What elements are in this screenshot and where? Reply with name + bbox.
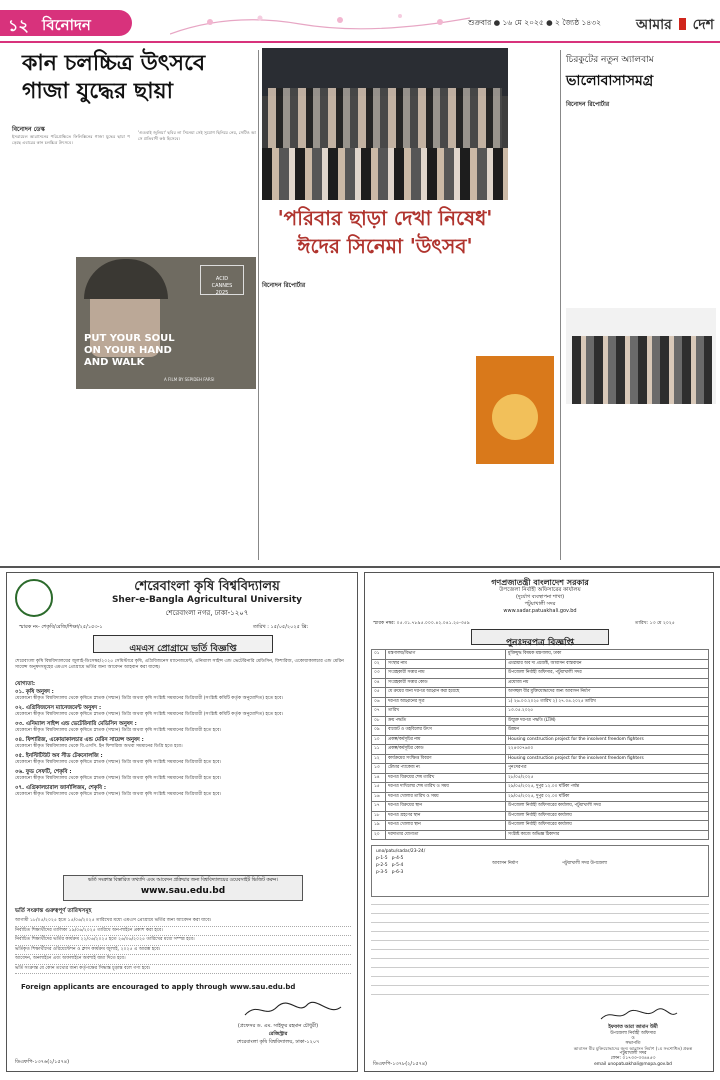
gov-sub-office: (দুর্যোগ ব্যবস্থাপনা শাখা) [515, 594, 565, 600]
sau-faculty-title: ০১. কৃষি অনুষদ : [15, 689, 54, 695]
paper-logo-amar: আমার [636, 17, 672, 33]
gov-table-row [372, 821, 709, 831]
gov-row-number: ০২ [372, 659, 386, 669]
gov-signer-block [553, 1025, 713, 1067]
gov-title [471, 629, 609, 648]
gov-row-number: ০১ [372, 650, 386, 660]
gov-row-number: ১৮ [372, 811, 386, 821]
cannes-body-col2 [138, 130, 256, 250]
sau-signature-icon [243, 999, 343, 1021]
photo-people-row2 [262, 148, 508, 200]
gov-row-value: উন্নয়ন [506, 726, 709, 736]
sau-schedule-item: নির্বাচিত শিক্ষার্থীদের তালিকা ১৯/০৬/২০২৫ তারিখে অন-লাইনে প্রকাশ করা হবে। [15, 927, 351, 937]
gov-row-label: সংস্থার নাম [386, 659, 506, 669]
gov-republic: গণপ্রজাতন্ত্রী বাংলাদেশ সরকার [491, 578, 589, 587]
gov-row-label: দরপত্র আহ্বানের সূত্র [386, 697, 506, 707]
gov-package-desc: আবাসন নির্মাণ [492, 861, 518, 866]
chirkut-kicker: চিরকুটের নতুন অ্যালবাম [566, 55, 654, 65]
cannes-body-col2b [76, 394, 256, 558]
gov-row-label: ক্রয় পদ্ধতি [386, 716, 506, 726]
gov-phone: ফোন: ০১৭৩৩-৩৩৪৪৫৩ [610, 1056, 656, 1062]
gov-row-value: উপজেলা নির্বাহী অফিসারের কার্যালয় [506, 821, 709, 831]
gov-row-number: ১৯ [372, 821, 386, 831]
gov-row-label: দরপত্র দাখিলের শেষ তারিখ ও সময় [386, 783, 506, 793]
column-divider-left [258, 50, 259, 560]
sau-faculty-item [15, 689, 351, 702]
gov-table-row [372, 773, 709, 783]
sau-admission-ad [6, 572, 358, 1072]
cannes-headline-line2: গাজা যুদ্ধের ছায়া [22, 79, 173, 104]
sau-faculty-item [15, 705, 351, 718]
issue-date: শুক্রবার ● ১৬ মে ২০২৫ ● ২ জ্যৈষ্ঠ ১৪৩২ [468, 18, 601, 27]
gov-web[interactable]: www.sadar.patuakhali.gov.bd [503, 608, 577, 614]
eid-body-col3 [396, 356, 472, 466]
gov-row-number: ০৭ [372, 707, 386, 717]
sau-faculty-title: ০৫. ইনস্টিটিউট অব সীড টেকনোলজি : [15, 753, 103, 759]
sau-memo-date: তারিখ : ১৫/০৫/২০২৫ খ্রি: [253, 624, 309, 630]
signature-icon [243, 999, 343, 1021]
column-divider-right [560, 50, 561, 560]
sau-footer-id: ডিএফপি-১৩৭৬(২/১৫৭৪) [15, 1059, 70, 1065]
chirkut-body-top [566, 114, 716, 324]
gov-row-label: দরপত্র বিক্রয়ের স্থান [386, 802, 506, 812]
gov-table-row [372, 792, 709, 802]
gov-table-row [372, 697, 709, 707]
sau-signer-2: রেজিস্ট্রার [268, 1031, 288, 1037]
sau-faculty-list [15, 689, 351, 801]
gov-row-number: ০৬ [372, 697, 386, 707]
section-name: বিনোদন [42, 16, 91, 34]
gov-row-value: উপজেলা নির্বাহী অফিসারের কার্যালয়, পটুয়াখালী সদর [506, 802, 709, 812]
signature-icon [599, 1007, 679, 1023]
sau-faculty-item [15, 785, 351, 798]
gov-office: উপজেলা নির্বাহী অফিসারের কার্যালয় [499, 587, 581, 593]
gov-row-label: দরদাতার যোগ্যতা [386, 830, 506, 840]
sau-name-en: Sher-e-Bangla Agricultural University [111, 595, 303, 605]
gov-row-value: ১) ২৬.০৩.২০২৫ তারিখ ২) ২৭.০৪.২০২৫ তারিখ [506, 697, 709, 707]
chirkut-byline: বিনোদন রিপোর্টার [566, 101, 610, 108]
eid-byline: বিনোদন রিপোর্টার [262, 282, 306, 289]
sau-yogyota: যোগ্যতা: [15, 681, 36, 687]
gov-memo: স্মারক নম্বর: ০৫.৩১.৭৮৯৫.০০০.৪২.০৪১.২৫-৩৫৯ [373, 621, 470, 626]
gov-row-number: ১৪ [372, 773, 386, 783]
gov-table-row [372, 830, 709, 840]
gov-row-value: পুনঃদরপত্র [506, 764, 709, 774]
cannes-article [12, 50, 256, 562]
sau-faculty-text: যেকোনো স্বীকৃত বিশ্ববিদ্যালয় থেকে কৃষিতে স্নাতক (সম্মান) ডিগ্রি অথবা কৃষি সংশ্লিষ্ট সমমানের ডিগ্রিধারী হতে হবে। [15, 776, 222, 781]
gov-row-label: কার্যক্রমের সংক্ষিপ্ত বিবরণ [386, 754, 506, 764]
sau-faculty-item [15, 753, 351, 766]
gov-row-number: ০৮ [372, 716, 386, 726]
gov-row-value: প্রযোজ্য নয় [506, 678, 709, 688]
gov-row-number: ০৯ [372, 726, 386, 736]
gov-signer-3: ও [631, 1035, 635, 1041]
cannes-body-col1b [12, 346, 72, 556]
sau-faculty-title: ০৩. এনিম্যাল সাইন্স এন্ড ভেটেরিনারি মেডিসিন অনুষদ : [15, 721, 137, 727]
gov-row-value: উন্মুক্ত দরপত্র পদ্ধতি (LTM) [506, 716, 709, 726]
masthead-rule [0, 41, 720, 43]
gov-row-number: ০৩ [372, 669, 386, 679]
gov-tender-table [371, 649, 709, 840]
gov-signer-2: উপজেলা নির্বাহী অফিসার [610, 1030, 656, 1036]
gov-signer-6: পটুয়াখালী সদর [619, 1051, 647, 1057]
gov-tender-table-grid [371, 649, 709, 840]
chirkut-article [566, 52, 716, 560]
sau-website-note-box [63, 875, 303, 901]
eid-headline-line1: 'পরিবার ছাড়া দেখা নিষেধ' [277, 206, 493, 230]
gov-row-label: দরপত্র খোলার স্থান [386, 821, 506, 831]
sau-schedule-item: ভর্তি সংক্রান্ত যে কোন তথ্যের জন্য কর্তৃপক্ষের সিদ্ধান্ত চূড়ান্ত বলে গণ্য হবে। [15, 965, 351, 975]
masthead-ornament [170, 8, 470, 36]
sau-faculty-text: যেকোনো স্বীকৃত বিশ্ববিদ্যালয় থেকে কৃষিতে স্নাতক (সম্মান) ডিগ্রি অথবা কৃষি সংশ্লিষ্ট সমমানের ডিগ্রিধারী (সংশ্লিষ্ট কমিটি কর্তৃক অনুমোদিত) হতে হবে। [15, 696, 284, 701]
sau-faculty-item [15, 769, 351, 782]
gov-memo-date: তারিখ: ১৩ মে ২০২৫ [635, 621, 675, 626]
gov-footer-id: ডিএফপি-১৩৭৮(২/১৫৭৪) [373, 1061, 428, 1067]
gov-row-label: দরপত্র গ্রহণের স্থান [386, 811, 506, 821]
sau-schedule-list [15, 917, 351, 974]
gov-row-label: যে ক্রয়ের জন্য দরপত্র আহ্বান করা হয়েছে [386, 688, 506, 698]
gov-row-value: উপজেলা নির্বাহী অফিসারের কার্যালয় [506, 811, 709, 821]
poster-title: PUT YOUR SOUL ON YOUR HAND AND WALK [84, 333, 175, 368]
gov-title-text: পুনঃদরপত্র বিজ্ঞপ্তি [506, 638, 574, 648]
gov-package-table [371, 845, 709, 897]
gov-row-number: ১৩ [372, 764, 386, 774]
gov-conditions [371, 903, 709, 1003]
sau-faculty-title: ০৭. এগ্রিকালচারাল জার্নালিজম, শেকৃবি : [15, 785, 107, 791]
sau-faculty-title: ০৪. ফিশারিজ, একোয়াকালচার এন্ড মেরিন সায়েন্স অনুষদ : [15, 737, 144, 743]
sau-title [93, 635, 273, 653]
gov-row-value: উপজেলা নির্বাহী অফিসার, পটুয়াখালী সদর [506, 669, 709, 679]
gov-row-number: ১৬ [372, 792, 386, 802]
gov-row-label: বাজেট ও তহবিলের উৎস [386, 726, 506, 736]
gov-row-number: ১৭ [372, 802, 386, 812]
gov-row-number: ০৫ [372, 688, 386, 698]
sau-faculty-text: যেকোনো স্বীকৃত বিশ্ববিদ্যালয় থেকে বি.এসসি. ইন ফিশারিজ অথবা সমমানের ডিগ্রি হতে হবে। [15, 744, 183, 749]
page-number: ১২ [8, 16, 29, 35]
gov-row-value: এমপ্লয়ার অব দ্য প্রজেক্ট, আবাসন বাস্তবায়ন [506, 659, 709, 669]
gov-row-number: ১০ [372, 735, 386, 745]
sau-address: শেরেবাংলা নগর, ঢাকা-১২০৭ [165, 609, 249, 617]
gov-email[interactable]: email unopatuakhali@mopa.gov.bd [594, 1061, 672, 1067]
group-photo-image [262, 48, 508, 200]
gov-package-loc: পটুয়াখালী সদর উপজেলা [562, 861, 607, 866]
eid-headline [262, 204, 508, 268]
gov-table-row [372, 802, 709, 812]
sau-name-bn: শেরেবাংলা কৃষি বিশ্ববিদ্যালয় [134, 579, 280, 594]
gov-row-number: ২০ [372, 830, 386, 840]
poster-badge [200, 265, 244, 295]
gov-row-value: ২৯/০৫/২০২৫, দুপুর ১২.০০ ঘটিকা পর্যন্ত [506, 783, 709, 793]
chirkut-band-photo [566, 308, 716, 404]
gov-row-value: অসচ্ছল বীর মুক্তিযোদ্ধাদের জন্য আবাসন নির্মাণ [506, 688, 709, 698]
top-bottom-divider [0, 566, 720, 568]
gov-table-row [372, 707, 709, 717]
gov-row-value: ২৯/০৫/২০২৫, দুপুর ০২.০০ ঘটিকা [506, 792, 709, 802]
gov-signer-4: সভাপতি [625, 1041, 641, 1046]
sau-intro: শেরেবাংলা কৃষি বিশ্ববিদ্যালয়ের জুলাই-ডিসেম্বর/২০২৫ সেমিস্টারে কৃষি, এগ্রিবিজনেস ম্যানেজমেন্ট, এনিম্যাল সাইন্স এন্ড ভেটেরিনারি মেডিসিন, ফিশারিজ, একোয়াকালচার এন্ড মেরিন সায়েন্স অনুষদসমূহের এমএস প্রোগ্রামে ভর্তির জন্য আবেদন আহবান করা যাচ্ছে। [15, 659, 344, 670]
sau-faculty-title: ০২. এগ্রিবিজনেস ম্যানেজমেন্ট অনুষদ : [15, 705, 102, 711]
eid-poster-image [476, 356, 554, 464]
gov-row-label: দরপত্র বিক্রয়ের শেষ তারিখ [386, 773, 506, 783]
gov-row-number: ১২ [372, 754, 386, 764]
gov-row-number: ১১ [372, 745, 386, 755]
gov-table-row [372, 678, 709, 688]
gov-table-row [372, 650, 709, 660]
paper-logo [636, 13, 714, 33]
sau-faculty-text: যেকোনো স্বীকৃত বিশ্ববিদ্যালয় থেকে কৃষিতে স্নাতক (সম্মান) ডিগ্রি অথবা কৃষি সংশ্লিষ্ট সমমানের ডিগ্রিধারী হতে হবে। [15, 760, 222, 765]
gov-table-row [372, 754, 709, 764]
gov-row-value: মুক্তিযুদ্ধ বিষয়ক মন্ত্রণালয়, ঢাকা [506, 650, 709, 660]
gov-table-row [372, 726, 709, 736]
sau-faculty-item [15, 737, 351, 750]
sau-schedule-item: আবেদন, অনলাইনে এবং অফলাইনে অবশ্যই জমা দিতে হবে। [15, 955, 351, 965]
chirkut-headline: ভালোবাসাসমগ্র [566, 73, 654, 89]
gov-row-label: সংগ্রহকারী সত্তার নাম [386, 669, 506, 679]
sau-schedule-title: ভর্তি সংক্রান্ত গুরুত্বপূর্ণ তারিখসমূহ [15, 908, 92, 914]
cannes-lead-right: 'গুডবাই জুলিয়া' ছবির লা সিনেমা সেই সুযোগ ছিনিয়ে নেয়, সেটিও আসে প্রতিবাদী কণ্ঠ হিসেবে। [138, 130, 256, 141]
gov-row-label: সংগ্রহকারী সত্তার কোড [386, 678, 506, 688]
gov-row-value: ২২৪৩০৭৬০০ [506, 745, 709, 755]
sau-schedule-item: আগামী ১৮/০৫/২০২৫ হতে ১৫/০৬/২০২৫ তারিখের মধ্যে এমএস প্রোগ্রামে ভর্তির জন্য আবেদন করা যাবে। [15, 917, 351, 927]
gov-row-number: ১৫ [372, 783, 386, 793]
gov-table-row [372, 659, 709, 669]
page-section-badge [0, 10, 132, 36]
paper-logo-desh: দেশ [692, 17, 714, 33]
sau-logo [15, 579, 53, 617]
gov-signer-5: আবাসন বীর মুক্তিযোদ্ধাদের জন্য আবাসন নির্মাণ (১ম সংশোধিত) প্রকল্প [573, 1046, 693, 1052]
sau-faculty-text: যেকোনো স্বীকৃত বিশ্ববিদ্যালয় থেকে কৃষিতে স্নাতক (সম্মান) ডিগ্রি অথবা কৃষি সংশ্লিষ্ট সমমানের ডিগ্রিধারী (সংশ্লিষ্ট কমিটি কর্তৃক অনুমোদিত) হতে হবে। [15, 712, 284, 717]
eid-body-col1 [262, 290, 392, 560]
gov-district: পটুয়াখালী সদর [524, 601, 556, 607]
gov-table-row [372, 811, 709, 821]
gov-packages: uno/patu/sadar/23-24/ p-1-5 p-4-5 p-2-5 p-5-4 p-3-5 p-6-3 [376, 849, 426, 875]
gov-tender-ad [364, 572, 714, 1072]
eid-poster-figure [492, 394, 538, 440]
gov-table-row [372, 783, 709, 793]
sau-foreign-note: Foreign applicants are encouraged to apply through www.sau.edu.bd [21, 983, 296, 991]
gov-signer-1: ইফফাত আরা জামান উর্মী [608, 1025, 658, 1030]
poster-scarf [84, 259, 168, 299]
gov-row-label: টেন্ডার প্যাকেজ নং [386, 764, 506, 774]
poster-credit: A FILM BY SEPIDEH FARSI [164, 377, 215, 382]
gov-signature-icon [599, 1007, 679, 1023]
gov-row-label: মন্ত্রণালয়/বিভাগ [386, 650, 506, 660]
sau-schedule-item: নির্বাচিত শিক্ষার্থীদের ভর্তির কার্যক্রম ২২/০৬/২০২৫ হতে ২৬/০৬/২০২৫ তারিখের মধ্যে সম্পন্ন হবে। [15, 936, 351, 946]
gov-row-label: দরপত্র খোলার তারিখ ও সময় [386, 792, 506, 802]
cannes-headline-line1: কান চলচ্চিত্র উৎসবে [22, 51, 206, 76]
gov-table-row [372, 764, 709, 774]
sau-signer-3: শেরেবাংলা কৃষি বিশ্ববিদ্যালয়, ঢাকা-১২০৭ [236, 1039, 320, 1045]
band-photo-people [572, 336, 712, 404]
gov-table-row [372, 745, 709, 755]
gov-row-label: প্রকল্প/কর্মসূচির নাম [386, 735, 506, 745]
chirkut-body-bottom [566, 410, 716, 558]
sau-faculty-title: ০৬. ফুড সেফটি, শেকৃবি : [15, 769, 72, 775]
sau-faculty-text: যেকোনো স্বীকৃত বিশ্ববিদ্যালয় থেকে কৃষিতে স্নাতক (সম্মান) ডিগ্রি অথবা কৃষি সংশ্লিষ্ট সমমানের ডিগ্রিধারী হতে হবে। [15, 792, 222, 797]
eid-body-col2 [396, 290, 556, 350]
gov-row-label: প্রকল্প/কর্মসূচির কোড [386, 745, 506, 755]
ornament-flowers-icon [170, 8, 470, 36]
poster-badge-text: ACID CANNES 2025 [211, 276, 233, 296]
gov-table-row [372, 688, 709, 698]
sau-schedule-item: ভর্তিকৃত শিক্ষার্থীদের ওরিয়েন্টেশন ও ক্লাস কার্যক্রম জুলাই, ২০২৫ এ আরম্ভ হবে। [15, 946, 351, 956]
gov-row-number: ০৪ [372, 678, 386, 688]
sau-faculty-text: যেকোনো স্বীকৃত বিশ্ববিদ্যালয় থেকে কৃষিতে স্নাতক (সম্মান) ডিগ্রি অথবা কৃষি সংশ্লিষ্ট সমমানের ডিগ্রিধারী হতে হবে। [15, 728, 222, 733]
film-poster-image [76, 257, 256, 389]
gov-row-value: ১৩.০৫.২০২৫ [506, 707, 709, 717]
gov-row-value: ২৮/০৫/২০২৫ [506, 773, 709, 783]
sau-website-note: ভর্তি সংক্রান্ত বিস্তারিত তথ্যাদি এবং আবেদন প্রক্রিয়ার জন্য বিশ্ববিদ্যালয়ের ওয়েবসাইট ভিজিট করুন। [87, 878, 278, 883]
gov-table-row [372, 669, 709, 679]
sau-signer-1: (প্রফেসর ড. এম. সাইফুর রহমান চৌধুরী) [237, 1023, 319, 1029]
masthead [0, 0, 720, 44]
sau-memo: স্মারক নং- শেকৃবি/রেজি/শিক্ষা/২৫/১৫৩-১ [19, 624, 103, 630]
sau-faculty-item [15, 721, 351, 734]
photo-people-row1 [268, 88, 502, 148]
cannes-byline: বিনোদন ডেস্ক [12, 126, 45, 133]
paper-logo-mark [679, 18, 686, 30]
eid-headline-line2: ঈদের সিনেমা 'উৎসব' [297, 234, 473, 258]
cannes-lead-left: ইসরায়েল আগ্রাসনের পরিপ্রেক্ষিতে ফিলিস্তিনের গাজা যুদ্ধের ছায়া পড়েছে এবারের কান চলচ্চিত্র উৎসবে। [12, 134, 130, 145]
cannes-headline [22, 50, 256, 106]
gov-table-row [372, 735, 709, 745]
sau-title-text: এমএস প্রোগ্রামে ভর্তি বিজ্ঞপ্তি [129, 644, 237, 654]
gov-row-value: সংশ্লিষ্ট কাজে অভিজ্ঞ ঠিকাদার [506, 830, 709, 840]
sau-website[interactable]: www.sau.edu.bd [140, 886, 226, 896]
gov-row-label: তারিখ [386, 707, 506, 717]
gov-row-value: Housing construction project for the insolvent freedom fighters [506, 754, 709, 764]
gov-row-value: Housing construction project for the insolvent freedom fighters [506, 735, 709, 745]
gov-table-row [372, 716, 709, 726]
eid-body-col4 [396, 470, 556, 560]
